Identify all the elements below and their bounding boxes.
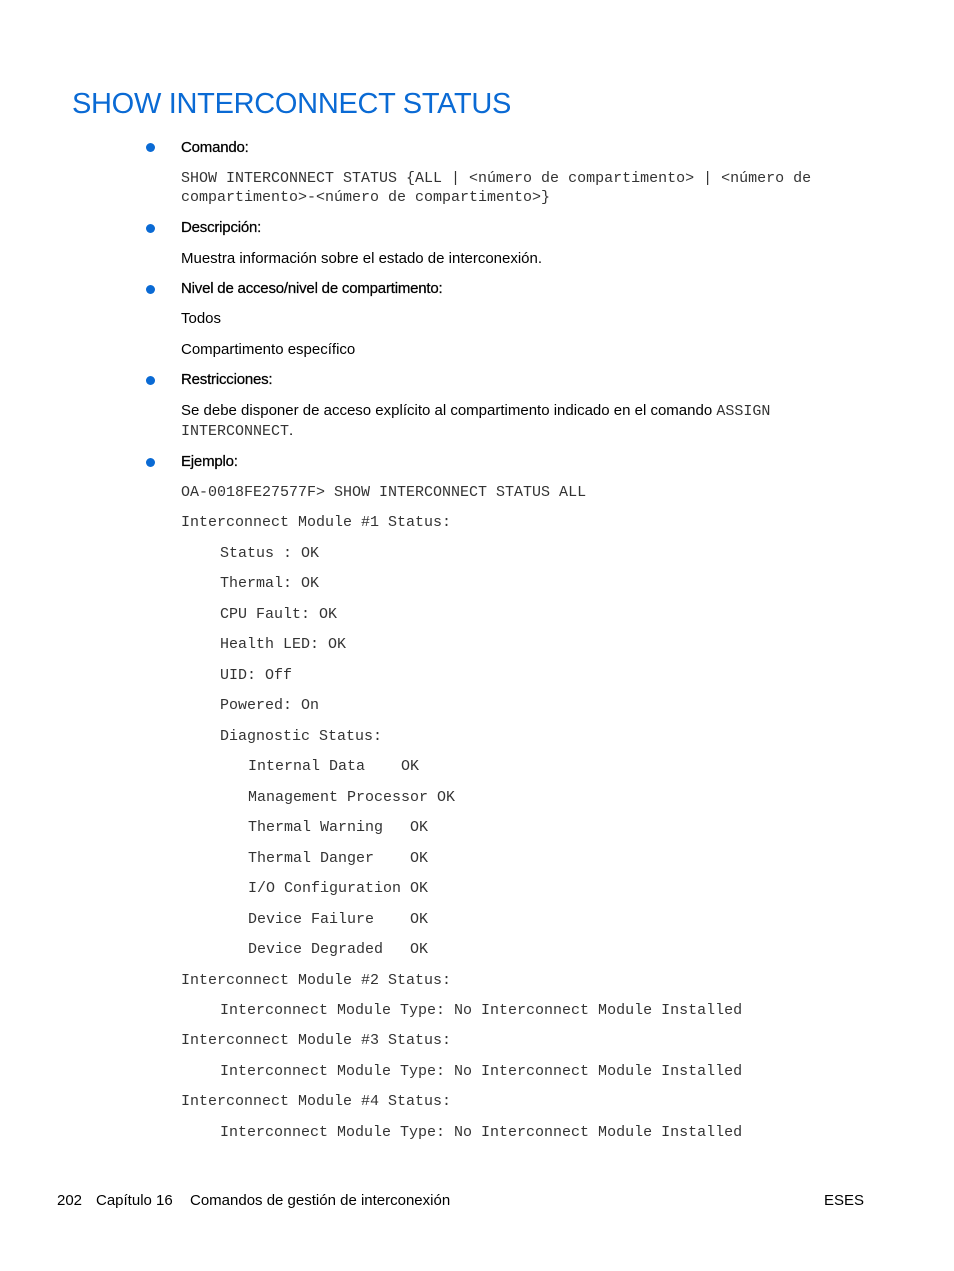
bullet-icon [146, 458, 155, 467]
example-line: Device Failure OK [248, 911, 429, 928]
descripcion-text: Muestra información sobre el estado de interconexión. [181, 250, 543, 267]
example-line: Thermal Danger OK [248, 850, 429, 867]
page-title: SHOW INTERCONNECT STATUS [72, 88, 512, 120]
comando-syntax-line: SHOW INTERCONNECT STATUS {ALL | <número de compartimento> | <número de [181, 170, 812, 187]
nivel-value: Compartimento específico [181, 341, 356, 358]
example-line: Interconnect Module Type: No Interconnect Module Installed [220, 1124, 743, 1141]
page-number: 202 [57, 1192, 83, 1209]
example-line: Powered: On [220, 697, 320, 714]
restricciones-code: INTERCONNECT [181, 423, 290, 440]
restricciones-body: Se debe disponer de acceso explícito al compartimento indicado en el comando [181, 402, 717, 419]
restricciones-code: ASSIGN [716, 403, 771, 420]
nivel-label: Nivel de acceso/nivel de compartimento: [181, 280, 443, 297]
restricciones-label: Restricciones: [181, 371, 273, 388]
example-line: Status : OK [220, 545, 320, 562]
bullet-icon [146, 143, 155, 152]
restricciones-text-cont [181, 422, 293, 440]
example-line: Interconnect Module #2 Status: [181, 972, 452, 989]
example-line: Internal Data OK [248, 758, 420, 775]
footer-chapter-title: Comandos de gestión de interconexión [190, 1192, 451, 1209]
example-line: Device Degraded OK [248, 941, 429, 958]
example-line: Thermal Warning OK [248, 819, 429, 836]
example-line: Management Processor OK [248, 789, 456, 806]
example-line: Interconnect Module #1 Status: [181, 514, 452, 531]
bullet-icon [146, 285, 155, 294]
footer-chapter: Capítulo 16 [96, 1192, 173, 1209]
example-line: Interconnect Module Type: No Interconnect Module Installed [220, 1063, 743, 1080]
example-line: UID: Off [220, 667, 293, 684]
footer-lang: ESES [824, 1192, 865, 1209]
bullet-icon [146, 376, 155, 385]
example-line: OA-0018FE27577F> SHOW INTERCONNECT STATUS ALL [181, 484, 587, 501]
restricciones-end: . [289, 422, 294, 439]
example-line: Interconnect Module Type: No Interconnect Module Installed [220, 1002, 743, 1019]
ejemplo-label: Ejemplo: [181, 453, 238, 470]
example-line: Interconnect Module #4 Status: [181, 1093, 452, 1110]
example-line: CPU Fault: OK [220, 606, 338, 623]
comando-syntax-line: compartimento>-<número de compartimento>} [181, 189, 551, 206]
example-line: Thermal: OK [220, 575, 320, 592]
example-line: Health LED: OK [220, 636, 347, 653]
example-line: I/O Configuration OK [248, 880, 429, 897]
bullet-icon [146, 224, 155, 233]
example-line: Diagnostic Status: [220, 728, 383, 745]
descripcion-label: Descripción: [181, 219, 262, 236]
example-line: Interconnect Module #3 Status: [181, 1032, 452, 1049]
comando-label: Comando: [181, 139, 249, 156]
restricciones-text [181, 402, 821, 420]
nivel-value: Todos [181, 310, 222, 327]
